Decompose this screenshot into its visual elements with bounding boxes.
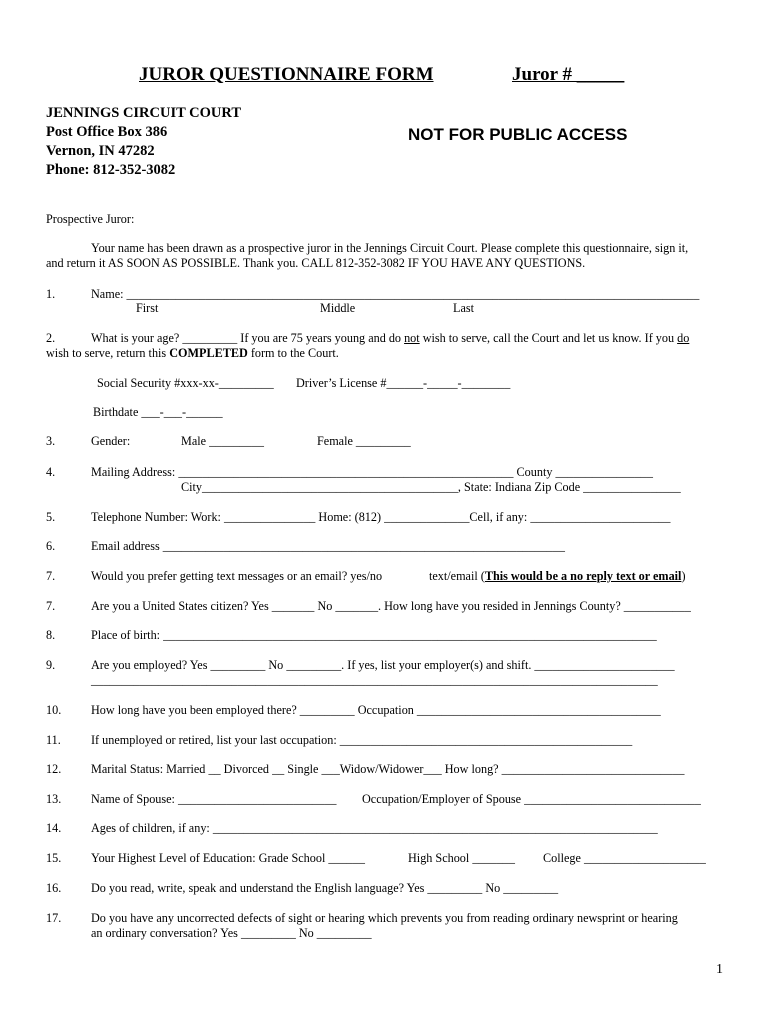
- education-high-school-field[interactable]: High School _______: [408, 851, 515, 865]
- name-first-label: First: [136, 301, 159, 315]
- employment-duration-field[interactable]: How long have you been employed there? _________ Occupation ________________________________________: [91, 703, 661, 717]
- gender-male-field[interactable]: Male _________: [181, 434, 264, 448]
- q15-number: 15.: [46, 851, 62, 865]
- court-name: JENNINGS CIRCUIT COURT: [46, 105, 242, 121]
- return-text-2: form to the Court.: [247, 346, 339, 360]
- drivers-license-field[interactable]: Driver’s License #______-_____-________: [296, 376, 511, 390]
- gender-female-field[interactable]: Female _________: [317, 434, 411, 448]
- education-college-field[interactable]: College ____________________: [543, 851, 706, 865]
- q16-number: 16.: [46, 881, 62, 895]
- spouse-name-field[interactable]: Name of Spouse: __________________________: [91, 792, 337, 806]
- q2-number: 2.: [46, 331, 56, 345]
- intro-line-2: and return it AS SOON AS POSSIBLE. Thank you. CALL 812-352-3082 IF YOU HAVE ANY QUESTIONS.: [46, 256, 586, 270]
- mailing-address-field[interactable]: Mailing Address: _______________________________________________________ County ________________: [91, 465, 653, 479]
- age-question[interactable]: [91, 331, 689, 346]
- contact-preference-options: [429, 569, 686, 584]
- note-close: ): [681, 569, 686, 583]
- q5-number: 5.: [46, 510, 56, 524]
- contact-preference-question[interactable]: Would you prefer getting text messages or an email? yes/no: [91, 569, 383, 583]
- education-grade-school-field[interactable]: Your Highest Level of Education: Grade School ______: [91, 851, 365, 865]
- court-pobox: Post Office Box 386: [46, 124, 168, 140]
- age-question-text: What is your age? _________ If you are 75 years young and do: [91, 331, 405, 345]
- spouse-occupation-field[interactable]: Occupation/Employer of Spouse _____________________________: [362, 792, 701, 806]
- ssn-field[interactable]: Social Security #xxx-xx-_________: [97, 376, 274, 390]
- q7a-number: 7.: [46, 569, 56, 583]
- form-title: JUROR QUESTIONNAIRE FORM: [139, 64, 434, 85]
- no-reply-note: This would be a no reply text or email: [484, 569, 682, 583]
- q13-number: 13.: [46, 792, 62, 806]
- gender-label: Gender:: [91, 434, 131, 448]
- q9-number: 9.: [46, 658, 56, 672]
- not-emphasis: not: [404, 331, 420, 345]
- q17-number: 17.: [46, 911, 62, 925]
- marital-status-field[interactable]: Marital Status: Married __ Divorced __ Single ___Widow/Widower___ How long? ______________________________: [91, 762, 685, 776]
- court-address: [46, 104, 241, 180]
- q4-number: 4.: [46, 465, 56, 479]
- juror-number: Juror # _____: [512, 64, 625, 85]
- intro-line-1: Your name has been drawn as a prospective juror in the Jennings Circuit Court. Please complete this questionnaire, sign it,: [91, 241, 689, 255]
- q6-number: 6.: [46, 539, 56, 553]
- place-of-birth-field[interactable]: Place of birth: _________________________________________________________________________________: [91, 628, 657, 642]
- last-occupation-field[interactable]: If unemployed or retired, list your last occupation: ________________________________________________: [91, 733, 633, 747]
- employer-shift-field[interactable]: _____________________________________________________________________________________________: [91, 673, 658, 687]
- q14-number: 14.: [46, 821, 62, 835]
- q10-number: 10.: [46, 703, 62, 717]
- name-middle-label: Middle: [320, 301, 356, 315]
- page-number: 1: [716, 962, 723, 977]
- sight-hearing-answer[interactable]: an ordinary conversation? Yes _________ No _________: [91, 926, 372, 940]
- completed-emphasis: COMPLETED: [169, 346, 248, 360]
- birthdate-field[interactable]: Birthdate ___-___-______: [93, 405, 223, 419]
- salutation: Prospective Juror:: [46, 212, 135, 226]
- citizen-question[interactable]: Are you a United States citizen? Yes _______ No _______. How long have you resided in Jennings County? ___________: [91, 599, 691, 613]
- text-email-option: text/email (: [429, 569, 485, 583]
- court-city: Vernon, IN 47282: [46, 143, 155, 159]
- children-ages-field[interactable]: Ages of children, if any: _________________________________________________________________________: [91, 821, 658, 835]
- q1-number: 1.: [46, 287, 56, 301]
- sight-hearing-question: Do you have any uncorrected defects of sight or hearing which prevents you from reading ordinary newsprint or hearing: [91, 911, 678, 925]
- name-last-label: Last: [453, 301, 474, 315]
- court-phone: Phone: 812-352-3082: [46, 162, 176, 178]
- not-public-notice: NOT FOR PUBLIC ACCESS: [408, 125, 628, 144]
- city-zip-field[interactable]: City__________________________________________, State: Indiana Zip Code ________________: [181, 480, 681, 494]
- return-text: wish to serve, return this: [46, 346, 170, 360]
- age-question-text-2: wish to serve, call the Court and let us know. If you: [419, 331, 678, 345]
- q3-number: 3.: [46, 434, 56, 448]
- q11-number: 11.: [46, 733, 61, 747]
- name-field[interactable]: Name: ______________________________________________________________________________________________: [91, 287, 700, 301]
- employed-question[interactable]: Are you employed? Yes _________ No _________. If yes, list your employer(s) and shift. _______________________: [91, 658, 675, 672]
- email-field[interactable]: Email address __________________________________________________________________: [91, 539, 565, 553]
- q12-number: 12.: [46, 762, 62, 776]
- english-language-question[interactable]: Do you read, write, speak and understand the English language? Yes _________ No _________: [91, 881, 559, 895]
- q7b-number: 7.: [46, 599, 56, 613]
- do-emphasis: do: [677, 331, 690, 345]
- telephone-field[interactable]: Telephone Number: Work: _______________ Home: (812) ______________Cell, if any: _______________________: [91, 510, 671, 524]
- age-question-line-2: [46, 346, 339, 361]
- q8-number: 8.: [46, 628, 56, 642]
